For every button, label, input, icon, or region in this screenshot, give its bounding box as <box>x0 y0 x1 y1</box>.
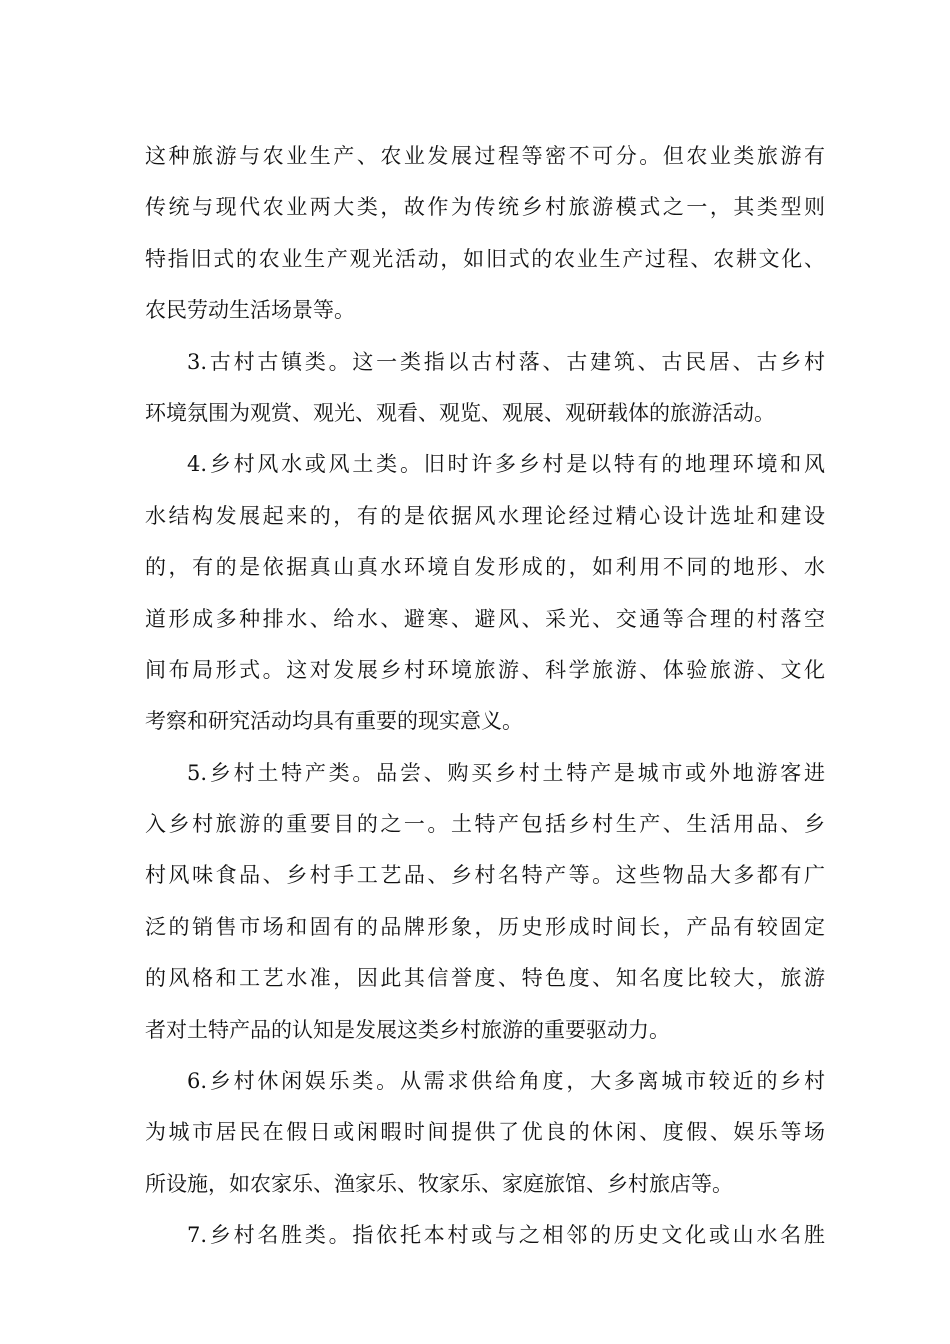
text-line: 水结构发展起来的，有的是依据风水理论经过精心设计选址和建设 <box>145 503 825 528</box>
text-line: 者对土特产品的认知是发展这类乡村旅游的重要驱动力。 <box>145 1017 670 1042</box>
text-line: 所设施，如农家乐、渔家乐、牧家乐、家庭旅馆、乡村旅店等。 <box>145 1171 733 1196</box>
document-body <box>145 131 825 1262</box>
text-line: 6.乡村休闲娱乐类。从需求供给角度，大多离城市较近的乡村 <box>187 1069 825 1094</box>
text-line: 的，有的是依据真山真水环境自发形成的，如利用不同的地形、水 <box>145 555 825 580</box>
text-line: 5.乡村土特产类。品尝、购买乡村土特产是城市或外地游客进 <box>187 760 825 785</box>
text-line: 4.乡村风水或风土类。旧时许多乡村是以特有的地理环境和风 <box>187 452 825 477</box>
text-line: 农民劳动生活场景等。 <box>145 298 355 323</box>
text-line: 入乡村旅游的重要目的之一。土特产包括乡村生产、生活用品、乡 <box>145 812 825 837</box>
text-line: 的风格和工艺水准，因此其信誉度、特色度、知名度比较大，旅游 <box>145 966 825 991</box>
text-line: 这种旅游与农业生产、农业发展过程等密不可分。但农业类旅游有 <box>145 144 825 168</box>
text-line: 7.乡村名胜类。指依托本村或与之相邻的历史文化或山水名胜 <box>187 1223 825 1248</box>
text-line: 考察和研究活动均具有重要的现实意义。 <box>145 709 523 734</box>
text-line: 道形成多种排水、给水、避寒、避风、采光、交通等合理的村落空 <box>145 606 825 631</box>
text-line: 间布局形式。这对发展乡村环境旅游、科学旅游、体验旅游、文化 <box>145 657 825 682</box>
text-line: 传统与现代农业两大类，故作为传统乡村旅游模式之一，其类型则 <box>145 195 825 220</box>
text-line: 泛的销售市场和固有的品牌形象，历史形成时间长，产品有较固定 <box>145 914 825 939</box>
text-line: 3.古村古镇类。这一类指以古村落、古建筑、古民居、古乡村 <box>187 349 825 374</box>
text-line: 环境氛围为观赏、观光、观看、观览、观展、观研载体的旅游活动。 <box>145 400 775 425</box>
text-line: 特指旧式的农业生产观光活动，如旧式的农业生产过程、农耕文化、 <box>145 246 825 271</box>
text-line: 为城市居民在假日或闲暇时间提供了优良的休闲、度假、娱乐等场 <box>145 1120 825 1145</box>
text-line: 村风味食品、乡村手工艺品、乡村名特产等。这些物品大多都有广 <box>145 863 825 888</box>
